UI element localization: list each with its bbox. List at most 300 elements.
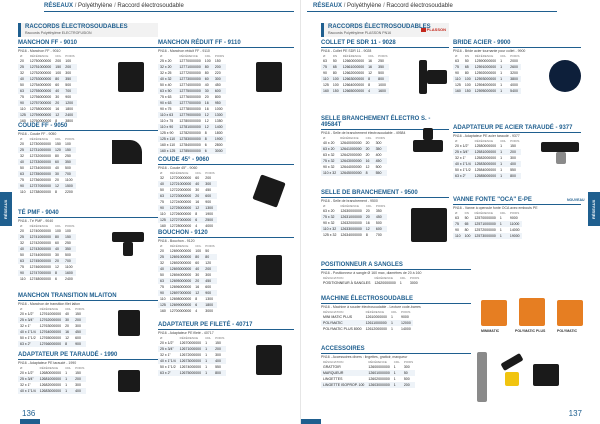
table-cell: 19000 [509,234,520,238]
product-table [18,54,77,124]
table-cell: 20 [364,146,374,152]
table-cell: 12672000000 [179,353,202,357]
table-cell: 8 [195,212,198,216]
table-cell: 12683000000 [39,389,62,393]
table-cell: 63 x 2" [18,341,38,347]
table-cell: 1500 [63,183,76,189]
page-number: 136 [22,409,36,418]
section-title: MANCHON FF - 9010 [18,40,158,48]
te-image [112,232,144,242]
table-cell: 300 [75,324,81,328]
section-desc: PN16 - Té PMF - 9040 [18,219,54,223]
table-cell: 200 [205,176,212,180]
table-cell: MARQUEUR [321,370,366,376]
table-cell: 1 [393,377,396,381]
table-cell: 1200 [63,100,76,106]
table-cell: 4000 [205,224,214,228]
table-cell: POSITIONNEUR À SANGLES [323,281,371,285]
table-cell: 100 [55,229,61,233]
section-vanne [453,197,581,239]
table-cell: 12 [53,112,63,118]
section-desc: PN16 - Vanne à opercule fonte OCA avec embouts PE [453,206,538,210]
table-cell: 40 x 1"1/4 [20,389,36,393]
table-cell: 25 x 3/4" [158,346,178,352]
table-cell: 32 x 1" [455,156,466,160]
table-cell: 1 [500,168,503,172]
section-title: TÉ PMF - 9040 [18,210,158,218]
table-row [18,341,86,347]
table-cell: 75 [453,221,463,227]
table-row [321,232,387,238]
table-cell: 12742000000 [29,241,52,245]
table-cell: 110 [20,277,26,281]
table-cell: 12741000000 [29,235,52,239]
table-row [158,308,217,314]
section-desc: PN16 - Manchon réduit FF - 9110 [158,49,210,53]
table-cell: 1 [63,388,73,394]
table-cell: 8 [368,83,371,87]
table-cell: 100 [464,234,471,238]
table-cell: 200 [213,346,226,352]
table-cell: 12736000000 [29,178,52,182]
table-cell: 12611000000 [364,320,389,326]
table-cell: 125 [20,113,26,117]
table-cell: 12721000000 [169,182,192,186]
header-section: RÉSEAUX [313,3,343,9]
section-title: BRIDE ACIER - 9900 [453,40,581,48]
th: Ø [160,244,163,248]
section-desc: PN16 - Coude FF - 9050 [18,132,57,136]
th: CDL [195,171,202,175]
table-cell: 12573000000 [474,234,496,238]
table-cell: 12674000000 [179,365,202,369]
table-cell: 100 [332,83,339,87]
section-title: COLLET PE SDR 11 - 9028 [321,40,449,48]
table-cell: 14000 [401,327,411,331]
table-cell: 32 [160,261,164,265]
table-cell: 12758000000 [29,107,52,111]
table-cell: 12782000000 [179,131,201,135]
table-cell: 12572000000 [474,228,496,232]
table-cell: 20 [20,59,24,63]
table-cell: 1 [205,365,208,369]
section-positionneur [321,262,471,286]
table-cell: 1350 [214,119,223,123]
section-machine [321,296,471,332]
transition-image [118,310,140,336]
table-cell: 150 [332,89,339,93]
table-cell: 12602000000 [368,377,390,381]
table-cell: 160 [323,89,329,93]
table-cell: 16 [365,221,370,225]
table-cell: 150 [63,234,76,240]
table-cell: 90 x 32 [323,165,335,169]
table-cell: 32 x 1" [20,324,31,328]
header-section: RÉSEAUX [44,3,74,9]
table-cell: 200 [73,317,86,323]
banner-subtitle: Raccords Polyéthylène PLASSON PN16 [328,31,392,35]
section-title: ADAPTATEUR PE TARAUDÉ - 1990 [18,352,158,360]
product-table [18,307,86,347]
table-body [453,215,522,239]
table-cell: 8 [53,270,63,276]
table-cell: 1 [500,83,503,87]
table-cell: 110 x 32 [323,171,337,175]
table-cell: 12603000000 [368,383,390,387]
th: DN [464,54,470,58]
adaptateur-acier-thread-image [556,152,566,164]
th: Ø [323,54,326,58]
table-cell: 32 [20,154,24,158]
table-cell: 150 [75,371,81,375]
table-cell: 300 [215,353,221,357]
table-cell: 1 [500,156,503,160]
th: RÉFÉRENCE [169,244,189,248]
table-cell: 12693000000 [169,267,192,271]
table-cell: 110 [453,76,463,82]
table-cell: 12727000000 [169,218,192,222]
th: RÉFÉRENCE [474,211,493,215]
product-table [453,211,522,239]
table-cell: 75 x 63 [160,95,172,99]
table-cell: 8 [366,76,376,82]
table-row [321,382,415,388]
banner-title: RACCORDS ÉLECTROSOUDABLES [25,24,128,30]
table-cell: 250 [65,241,71,245]
table-cell: 12644000000 [340,165,362,169]
table-cell: 300 [213,76,226,82]
table-cell: 20 [364,214,374,220]
table-cell: 16 [366,64,376,70]
table-cell: 63 x 50 [158,88,177,94]
table-cell: 12751000000 [29,65,52,69]
table-cell: 32 x 1" [20,383,31,387]
table-cell: 12673000000 [179,359,202,363]
table-cell: 63 x 2" [158,370,178,376]
table-cell: 800 [508,173,521,179]
th: Ø [455,54,458,58]
right-header [313,3,453,9]
table-cell: 700 [63,88,76,94]
product-table [158,336,226,376]
table-cell: 32 x 20 [158,64,177,70]
th: POIDS [65,54,75,58]
th: CDL [205,336,212,340]
table-cell: 20 [53,258,63,264]
table-cell: 12762000000 [39,318,62,322]
table-cell: 110 x 32 [321,226,338,232]
table-cell: 40 [158,266,168,272]
table-cell: 12753000000 [29,77,52,81]
table-cell: 12630000000 [340,209,362,213]
adaptateur-image [118,370,140,392]
th: Ø [20,366,23,370]
table-cell: 20 [20,229,24,233]
th: RÉFÉRENCE [374,276,393,280]
table-cell: 150 [214,59,221,63]
table-cell: 8 [364,170,374,176]
header-sep-2: / [383,3,385,9]
table-cell: 300 [203,181,216,187]
new-badge: NOUVEAU [567,198,585,202]
table-cell: 9000 [509,216,518,220]
table-cell: 40 [55,166,59,170]
section-desc: PN16 - Bride acier tournante pour collet - 9900 [453,49,526,53]
th: CDL [399,276,406,280]
table-cell: 8 [55,190,57,194]
th: CDL [393,360,400,364]
table-cell: 12590000000 [474,59,497,63]
table-cell: 250 [378,59,384,63]
table-cell: 12691000000 [169,255,192,259]
th: RÉFÉRENCE [29,137,49,141]
table-cell: 12600000000 [368,365,390,369]
table-cell: 12734000000 [29,166,52,170]
table-cell: 50 [464,59,469,63]
table-body [453,58,521,94]
bottom-bar [20,419,40,424]
table-cell: 150 [215,341,221,345]
table-cell: 125 x 90 [160,131,174,135]
table-cell: 12620000000 [374,281,396,285]
table-cell: 16 [368,59,373,63]
table-cell: 12700000000 [169,309,192,313]
table-cell: 20 x 1/2" [160,341,174,345]
header-sep-2: / [114,3,116,9]
table-cell: MINI MATIC PLUS [323,315,353,319]
th: DÉSIGNATION [323,276,344,280]
th: Ø [323,136,326,140]
table-cell: 12643000000 [340,159,362,163]
table-cell: 25 [18,234,28,240]
table-body [321,364,415,388]
product-table [321,54,389,94]
table-cell: 75 [160,285,164,289]
table-cell: 12 [53,183,63,189]
table-cell: 12779000000 [179,113,201,117]
table-cell: 150 [75,312,81,316]
table-cell: 12663000000 [342,77,365,81]
table-cell: 3200 [510,71,518,75]
table-cell: 12682000000 [39,383,62,387]
table-cell: 12754000000 [29,83,52,87]
table-cell: LINGETTES [323,377,343,381]
table-cell: 110 [321,76,331,82]
th: RÉFÉRENCE [474,54,494,58]
table-cell: 1100 [65,265,73,269]
table-cell: 12601000000 [368,371,390,375]
table-cell: 60 [203,76,213,82]
table-cell: 110 [160,212,166,216]
section-title: VANNE FONTE "OCA" E-PE [453,197,581,205]
table-cell: 2800 [214,143,223,147]
table-cell: 150 [55,142,61,146]
section-desc: PN16 - Accessoires divers : lingettes, grattoir, marqueur [321,355,408,359]
table-cell: 200 [73,376,86,382]
te-branch-image [123,242,133,256]
table-cell: 120 [205,261,212,265]
table-cell: 150 [464,89,471,93]
table-cell: 110 [20,190,26,194]
section-desc: PN16 - Selle de branchement - 9500 [321,199,378,203]
table-cell: 2500 [203,217,216,223]
table-cell: 1 [500,144,503,148]
section-desc: PN16 - Positionneur à sangle Ø 160 max, diamètres de 20 à 160 [321,271,422,275]
table-cell: 75 [321,64,331,70]
table-cell: 12694000000 [169,273,192,277]
th: POIDS [403,360,414,364]
lingettes-image [477,352,487,402]
table-cell: 1 [391,327,393,331]
table-cell: 12593000000 [474,77,497,81]
table-body [18,311,86,347]
table-cell: 12634000000 [340,233,362,237]
table-cell: 100 [65,59,72,63]
table-cell: 12733000000 [29,160,52,164]
table-cell: 12759000000 [29,113,52,117]
table-row [453,233,522,239]
table-cell: 200 [55,59,62,63]
table-cell: 50 [332,59,337,63]
sacoche-image [533,364,559,386]
table-cell: 125 [160,303,166,307]
table-cell: 80 [464,71,469,75]
table-cell: 900 [205,200,212,204]
table-cell: 12757000000 [29,101,52,105]
table-cell: 20 x 1/2" [20,312,34,316]
table-cell: 120 [53,147,63,153]
table-cell: 12737000000 [29,184,52,188]
table-cell: 11000 [508,221,522,227]
table-cell: 160 [160,309,166,313]
table-cell: 90 [158,290,168,296]
th: CDL [391,310,398,314]
table-cell: 20 x 1/2" [455,144,469,148]
table-cell: 400 [213,358,226,364]
product-table [321,136,387,176]
table-cell: 12 [364,226,374,232]
table-cell: 30 [53,171,63,177]
table-cell: 110 [160,297,166,301]
table-cell: 12760000000 [29,119,52,123]
left-header [44,3,184,9]
polymatic-image [557,300,583,326]
th: DN [464,211,469,215]
table-cell: 60 [195,261,200,265]
table-cell: 12772000000 [179,71,201,75]
th: CDL [365,136,372,140]
table-row [18,276,76,282]
th: Ø [20,54,23,58]
table-cell: 550 [510,168,516,172]
table-cell: 160 x 125 [160,149,176,153]
table-cell: 6 [204,143,207,147]
selle-top-image [423,128,433,140]
table-cell: 12633000000 [340,227,362,231]
th: POIDS [215,336,225,340]
table-cell: 75 x 32 [321,214,338,220]
header-rule [44,11,294,12]
section-title: ADAPTATEUR PE ACIER TARAUDÉ - 9377 [453,125,581,133]
table-cell: 350 [376,64,389,70]
table-cell: 12661000000 [342,65,365,69]
table-cell: 20 [204,95,209,99]
th: CDL [65,307,72,311]
header-rule [307,11,557,12]
table-cell: 160 [160,224,166,228]
table-cell: 12642000000 [340,153,362,157]
table-cell: 1 [498,233,508,239]
table-body [321,280,421,286]
table-cell: 950 [213,100,226,106]
table-cell: 40 [158,181,168,187]
table-cell: 20 [365,153,370,157]
th: POIDS [65,224,75,228]
table-cell: 8 [63,341,73,347]
th: POIDS [375,136,385,140]
table-cell: 12771000000 [179,65,201,69]
grattoir-image [500,353,523,371]
table-cell: 12 [193,290,203,296]
table-cell: 32 [160,176,164,180]
table-body [18,58,77,124]
manchon-reduit-image [256,62,282,92]
table-cell: 60 [55,83,60,87]
table-cell: 12595000000 [474,89,497,93]
product-table [321,310,413,332]
table-cell: 1 [203,346,213,352]
th: POIDS [65,137,75,141]
table-cell: 1 [205,341,208,345]
product-table [18,137,76,195]
bouchon-image [256,255,282,285]
section-title: ADAPTATEUR PE FILETÉ - 40717 [158,322,294,330]
table-cell: 32 x 25 [160,71,172,75]
table-cell: 30 [195,188,200,192]
table-cell: 12784000000 [179,143,201,147]
table-cell: 2600 [508,64,521,70]
table-cell: 900 [73,341,86,347]
th: RÉFÉRENCE [169,171,189,175]
table-cell: 90 [455,71,459,75]
right-page [300,0,600,424]
table-cell: 100 [55,71,62,75]
table-cell: 1800 [65,107,74,111]
coude-image [112,140,142,164]
section-collet [321,40,449,94]
table-cell: 12770000000 [179,59,201,63]
section-title: SELLE BRANCHEMENT ÉLECTRO S. - 49584T [321,116,449,130]
table-cell: 500 [65,253,71,257]
table-cell: 4 [366,88,376,94]
table-cell: 12774000000 [179,83,201,87]
th: Ø [20,224,23,228]
table-cell: 90 x 63 [158,100,177,106]
table-cell: 12773000000 [179,77,201,81]
table-cell: 800 [214,95,221,99]
table-cell: 1 [205,353,208,357]
polymatic-plus-caption: POLYMATIC PLUS [515,329,546,333]
table-cell: 12 [193,205,203,211]
table-cell: 90 x 32 [323,221,335,225]
table-cell: 90 [455,228,459,232]
table-cell: 350 [63,159,76,165]
table-cell: 12726000000 [169,212,192,216]
table-cell: 1 [203,370,213,376]
table-cell: 16 [195,200,200,204]
table-cell: 12766000000 [39,342,62,346]
table-cell: 12645000000 [340,171,362,175]
